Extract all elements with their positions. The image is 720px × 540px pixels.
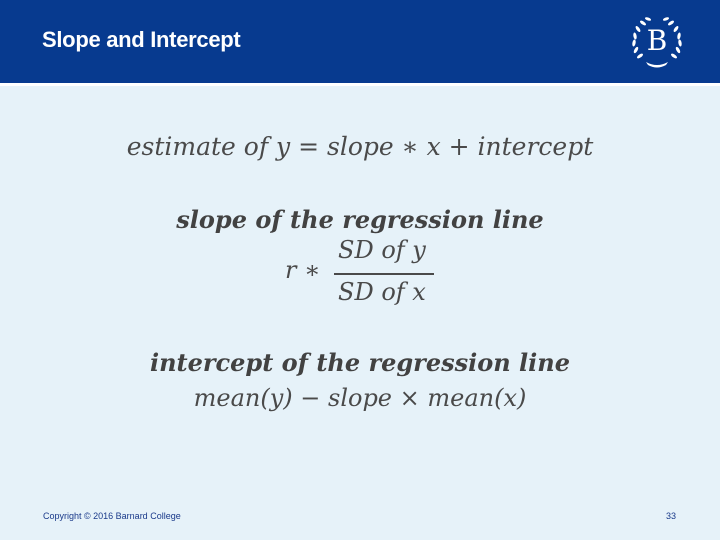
intercept-formula: mean(y) − slope × mean(x): [193, 384, 527, 412]
slope-formula-denominator: SD of x: [338, 278, 426, 306]
page-number: 33: [665, 511, 676, 521]
header-divider: [0, 83, 720, 86]
fraction-bar: [334, 273, 434, 275]
barnard-logo: [626, 12, 688, 72]
logo-letter: B: [646, 24, 668, 57]
estimate-equation: estimate of y = slope ∗ x + intercept: [126, 132, 594, 161]
copyright-text: Copyright © 2016 Barnard College: [43, 511, 181, 521]
header-bar: [0, 0, 720, 83]
slope-formula-numerator: SD of y: [338, 236, 426, 264]
slide-title: Slope and Intercept: [42, 27, 241, 52]
slope-heading: slope of the regression line: [176, 205, 544, 234]
slope-formula-prefix: r ∗: [285, 256, 321, 284]
intercept-heading: intercept of the regression line: [149, 348, 571, 377]
